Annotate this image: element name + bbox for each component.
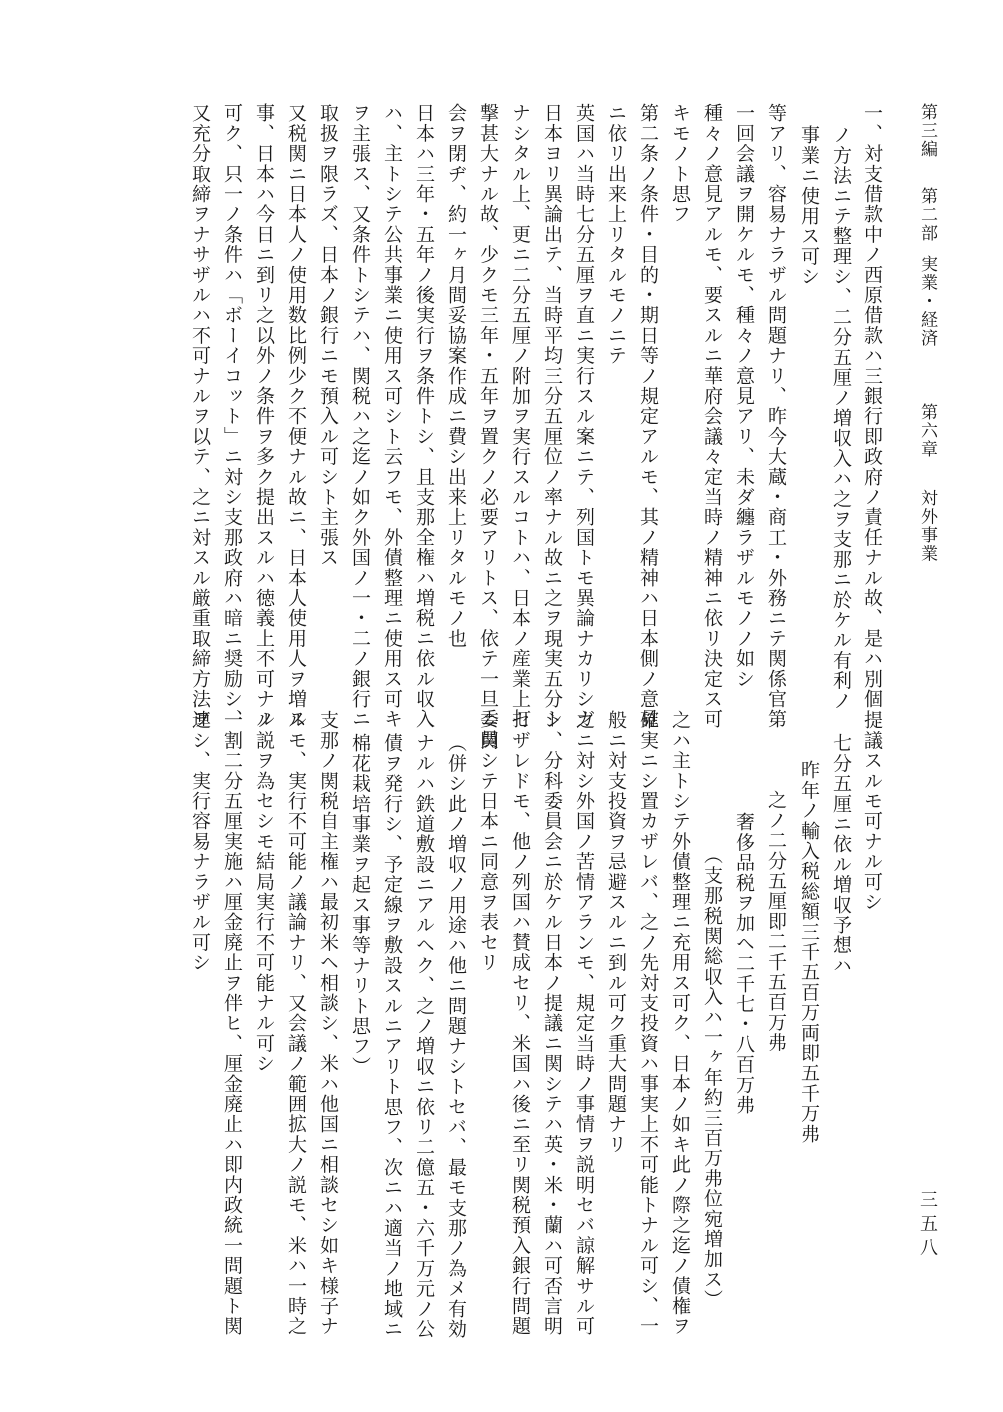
text-line: ナシタル上、更ニ二分五厘ノ附加ヲ実行スルコトハ、日本ノ産業上打	[509, 103, 531, 730]
text-line: 事、日本ハ今日ニ到リ之以外ノ条件ヲ多ク提出スルハ徳義上不可ナル	[253, 103, 275, 730]
text-line: 撃甚大ナル故、少クモ三年・五年ヲ置クノ必要アリトス、依テ一旦委員	[477, 103, 499, 750]
header-chapter-title: 対外事業	[917, 489, 937, 563]
text-line: 英国ハ当時七分五厘ヲ直ニ実行スル案ニテ、列国トモ異論ナカリシガ	[573, 103, 595, 730]
text-line: 一回会議ヲ開ケルモ、種々ノ意見アリ、未ダ纏ラザルモノノ如シ	[733, 103, 755, 689]
text-line: ノ説ヲ為セシモ結局実行不可能ナル可シ	[253, 710, 275, 1074]
text-line: ノ方法ニテ整理シ、二分五厘ノ増収入ハ之ヲ支那ニ於ケル有利ノ	[830, 125, 852, 711]
text-line: （支那税関総収入ハ一ヶ年約三百万弗位宛増加ス）	[701, 845, 723, 1310]
text-line: 又充分取締ヲナサザルハ不可ナルヲ以テ、之ニ対スル厳重取締方法ヲ	[189, 103, 211, 730]
text-line: ニ依リ出来上リタルモノニテ	[605, 103, 627, 366]
text-line: 等アリ、容易ナラザル問題ナリ、昨今大蔵・商工・外務ニテ関係官第	[765, 103, 787, 730]
text-line: 第二条ノ条件・目的・期日等ノ規定アルモ、其ノ精神ハ日本側ノ意見	[637, 103, 659, 730]
text-line: 一、対支借款中ノ西原借款ハ三銀行即政府ノ責任ナル故、是ハ別個	[861, 103, 883, 709]
text-line: ルモ、実行不可能ノ議論ナリ、又会議ノ範囲拡大ノ説モ、米ハ一時之	[285, 710, 307, 1337]
text-line: 奢侈品税ヲ加ヘ二千七・八百万弗	[733, 812, 755, 1115]
text-line: ナルハ鉄道敷設ニアルヘク、之ノ増収ニ依リ二億五・六千万元ノ公	[413, 733, 435, 1339]
text-line: 日本ヨリ異論出テ、当時平均三分五厘位ノ率ナル故ニ之ヲ現実五分ト	[541, 103, 563, 730]
page-number: 三五八	[917, 1190, 938, 1262]
header-section: 第二部	[917, 187, 937, 243]
text-line: 七分五厘ニ依ル増収予想ハ	[830, 733, 852, 976]
text-line: 支那ノ関税自主権ハ最初米ヘ相談シ、米ハ他国ニ相談セシ如キ様子ナ	[317, 710, 339, 1337]
text-line: 種々ノ意見アルモ、要スルニ華府会議々定当時ノ精神ニ依リ決定ス可	[701, 103, 723, 730]
text-line: 般ニ対支投資ヲ忌避スルニ到ル可ク重大問題ナリ	[605, 710, 627, 1155]
text-line: ヲ主張ス、又条件トシテハ、関税ハ之迄ノ如ク外国ノ一・二ノ銀行ニ	[349, 103, 371, 730]
header-part: 第三編	[917, 103, 937, 159]
text-line: 可ク、只一ノ条件ハ「ボーイコット」ニ対シ支那政府ハ暗ニ奨励シ、	[221, 103, 243, 730]
text-line: 確実ニシ置カザレバ、之ノ先対支投資ハ事実上不可能トナル可シ、一	[637, 710, 659, 1337]
text-line: 日本ハ三年・五年ノ後実行ヲ条件トシ、且支那全権ハ増税ニ依ル収入	[413, 103, 435, 730]
text-line: 之ノ二分五厘即二千五百万弗	[765, 790, 787, 1053]
text-line: 一割二分五厘実施ハ厘金廃止ヲ伴ヒ、厘金廃止ハ即内政統一問題ト関	[221, 710, 243, 1337]
text-line: 取扱ヲ限ラズ、日本ノ銀行ニモ預入ル可シト主張ス	[317, 103, 339, 568]
text-line: シ、分科委員会ニ於ケル日本ノ提議ニ関シテハ英・米・蘭ハ可否言明	[541, 710, 563, 1337]
text-line: キモノト思フ	[669, 103, 691, 225]
text-line: 事業ニ使用ス可シ	[798, 125, 820, 287]
text-line: ハ、主トシテ公共事業ニ使用ス可シト云フモ、外債整理ニ使用ス可キ	[381, 103, 403, 730]
text-line: 会ヲ閉ヂ、約一ヶ月間妥協案作成ニ費シ出来上リタルモノ也	[445, 103, 467, 649]
header-topic: 実業・経済	[917, 255, 937, 348]
text-line: 昨年ノ輸入税総額三千五百万両即五千万弗	[798, 760, 820, 1144]
text-line: （併シ此ノ増収ノ用途ハ他ニ問題ナシトセバ、最モ支那ノ為メ有効	[445, 733, 467, 1339]
text-line: 之ハ主トシテ外債整理ニ充用ス可ク、日本ノ如キ此ノ際之迄ノ債権ヲ	[669, 710, 691, 1337]
text-line: 債ヲ発行シ、予定線ヲ敷設スルニアリト思フ、次ニハ適当ノ地域ニ	[381, 733, 403, 1339]
text-line: 又税関ニ日本人ノ使用数比例少ク不便ナル故ニ、日本人使用人ヲ増ス	[285, 103, 307, 730]
text-line: ニ関シテ日本ニ同意ヲ表セリ	[477, 710, 499, 973]
text-line: 連シ、実行容易ナラザル可シ	[189, 710, 211, 973]
text-line: 提議スルモ可ナル可シ	[861, 710, 883, 912]
text-line: 棉花栽培事業ヲ起ス事等ナリト思フ）	[349, 733, 371, 1077]
text-line: 之ニ対シ外国ノ苦情アランモ、規定当時ノ事情ヲ説明セバ諒解サル可	[573, 710, 595, 1337]
text-line: セザレドモ、他ノ列国ハ賛成セリ、米国ハ後ニ至リ関税預入銀行問題	[509, 710, 531, 1337]
header-chapter: 第六章	[917, 403, 937, 459]
